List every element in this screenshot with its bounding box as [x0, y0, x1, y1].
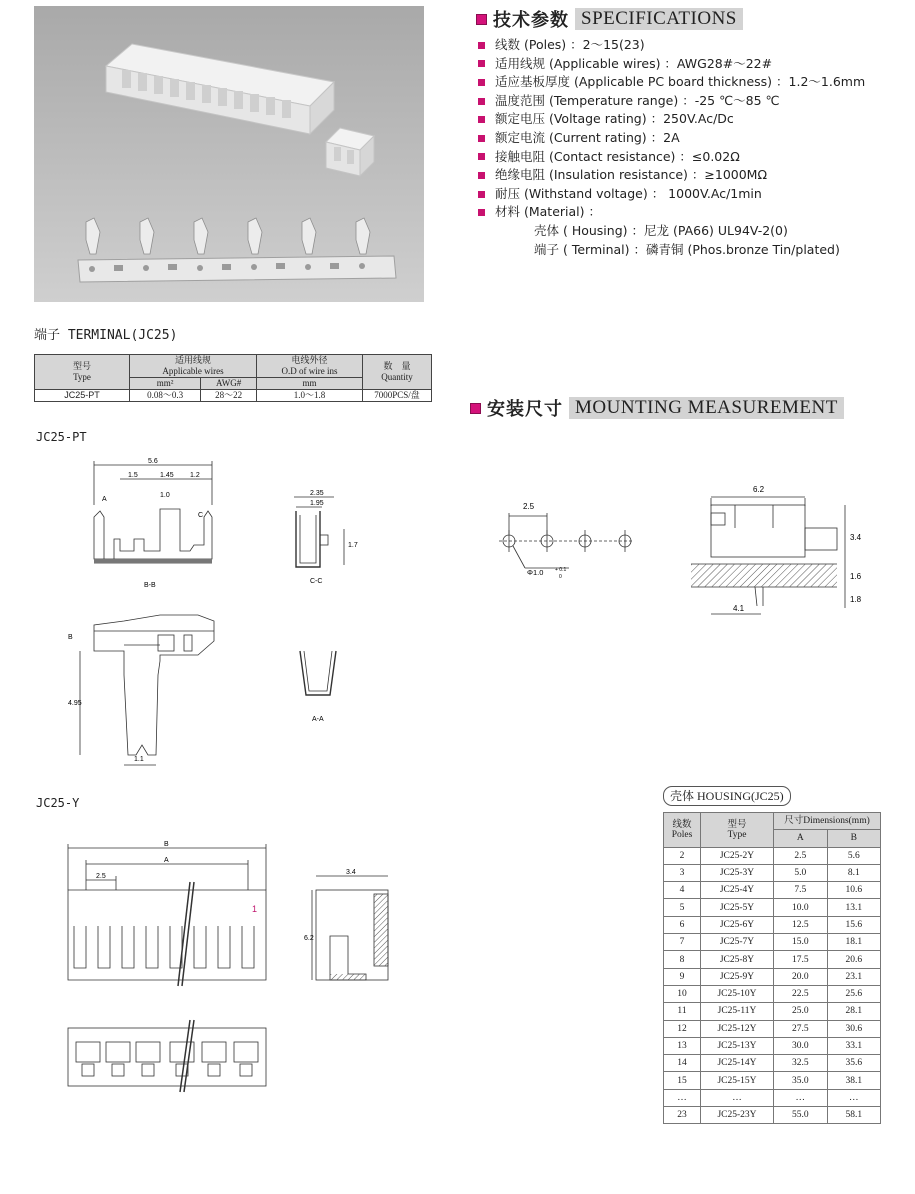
svg-text:A: A	[164, 857, 169, 864]
terminal-drawing	[64, 455, 364, 775]
table-row: 5 JC25-5Y 10.0 13.1	[664, 899, 881, 916]
table-row: 6 JC25-6Y 12.5 15.6	[664, 916, 881, 933]
terminal-caption: 端子 TERMINAL(JC25)	[34, 328, 178, 343]
svg-text:2.35: 2.35	[310, 490, 324, 497]
svg-text:4.1: 4.1	[733, 604, 745, 613]
bullet-icon	[478, 172, 485, 179]
mounting-drawing	[495, 478, 895, 628]
svg-text:2.5: 2.5	[523, 502, 535, 511]
svg-text:C-C: C-C	[310, 578, 323, 585]
svg-text:4.95: 4.95	[68, 700, 82, 707]
svg-text:C: C	[198, 512, 204, 519]
housing-caption: 壳体 HOUSING(JC25)	[663, 786, 791, 806]
svg-text:1.8: 1.8	[850, 595, 862, 604]
bullet-icon	[478, 116, 485, 123]
svg-text:6.2: 6.2	[304, 935, 314, 942]
bullet-icon	[478, 153, 485, 160]
spec-item: 接触电阻 (Contact resistance) ：≤0.02Ω	[478, 148, 865, 167]
spec-item: 线数 (Poles) ：2～15(23)	[478, 36, 865, 55]
svg-text:1: 1	[252, 904, 258, 914]
bullet-icon	[478, 79, 485, 86]
svg-text:1.2: 1.2	[190, 472, 200, 479]
svg-text:3.4: 3.4	[850, 533, 862, 542]
svg-text:1.7: 1.7	[348, 542, 358, 549]
housing-table: 线数 Poles 型号 Type 尺寸Dimensions(mm) A B 2 JC25-2Y 2.5 5.6 3 JC25-3Y 5.0 8.1 4 JC25-4Y 7.5 10.6 5 JC25-5Y 10.0 13.1 6 JC25-6Y 12.5 15.6 7 JC25-7Y 15.0 18.1 8 JC25-8Y 17.5 20.6 9 JC25-9Y 20.0 23.1 10 JC25-10Y 22.5 25.6 11 JC25-11Y 25.0 28.1 12 JC25-12Y 27.5 30.6 13 JC25-13Y 30.0 33.1 14 JC25-14Y 32.5 35.6 15 JC25-15Y 35.0 38.1 … … … … 23 JC25-23Y 55.0 58.1	[663, 812, 881, 1124]
table-row: 15 JC25-15Y 35.0 38.1	[664, 1072, 881, 1089]
mounting-title-en: MOUNTING MEASUREMENT	[569, 397, 844, 419]
svg-text:1.0: 1.0	[160, 492, 170, 499]
table-row: 13 JC25-13Y 30.0 33.1	[664, 1037, 881, 1054]
svg-text:1.6: 1.6	[850, 572, 862, 581]
svg-text:B-B: B-B	[144, 582, 156, 589]
svg-text:B: B	[68, 634, 73, 641]
bullet-icon	[478, 60, 485, 67]
product-photo	[34, 6, 424, 302]
spec-item: 耐压 (Withstand voltage) ： 1000V.Ac/1min	[478, 185, 865, 204]
table-row: 2 JC25-2Y 2.5 5.6	[664, 847, 881, 864]
specifications-list	[478, 36, 865, 259]
specifications-title-cn: 技术参数	[493, 10, 569, 31]
table-row: 12 JC25-12Y 27.5 30.6	[664, 1020, 881, 1037]
svg-text:A: A	[102, 496, 107, 503]
spec-material-housing: 壳体 ( Housing) ：尼龙 (PA66) UL94V-2(0)	[534, 222, 788, 238]
section-marker-icon	[476, 14, 487, 25]
table-row: 7 JC25-7Y 15.0 18.1	[664, 934, 881, 951]
svg-text:3.4: 3.4	[346, 869, 356, 876]
specifications-title-en: SPECIFICATIONS	[575, 8, 743, 30]
table-row: 23 JC25-23Y 55.0 58.1	[664, 1107, 881, 1124]
spec-item: 绝缘电阻 (Insulation resistance) ：≥1000MΩ	[478, 166, 865, 185]
specifications-heading	[476, 6, 743, 32]
table-row: 9 JC25-9Y 20.0 23.1	[664, 968, 881, 985]
bullet-icon	[478, 209, 485, 216]
table-row: 10 JC25-10Y 22.5 25.6	[664, 985, 881, 1002]
table-row: 3 JC25-3Y 5.0 8.1	[664, 864, 881, 881]
svg-text:2.5: 2.5	[96, 873, 106, 880]
svg-text:A-A: A-A	[312, 716, 324, 723]
table-row: 8 JC25-8Y 17.5 20.6	[664, 951, 881, 968]
spec-item: 材料 (Material) ：	[478, 203, 865, 222]
pt-drawing-label: JC25-PT	[36, 430, 87, 444]
svg-text:5.6: 5.6	[148, 458, 158, 465]
table-row: JC25-PT 0.08～0.3 28～22 1.0～1.8 7000PCS/盘	[35, 390, 432, 402]
bullet-icon	[478, 98, 485, 105]
spec-item: 适应基板厚度 (Applicable PC board thickness) ：1.2～1.6mm	[478, 73, 865, 92]
bullet-icon	[478, 135, 485, 142]
mounting-title-cn: 安装尺寸	[487, 399, 563, 420]
table-row: 4 JC25-4Y 7.5 10.6	[664, 882, 881, 899]
svg-text:1.5: 1.5	[128, 472, 138, 479]
mounting-heading	[470, 395, 844, 421]
bullet-icon	[478, 191, 485, 198]
y-drawing-label: JC25-Y	[36, 796, 80, 810]
bullet-icon	[478, 42, 485, 49]
svg-text:0: 0	[559, 574, 562, 580]
section-marker-icon	[470, 403, 481, 414]
table-row: … … … …	[664, 1089, 881, 1106]
svg-text:Φ1.0: Φ1.0	[527, 568, 544, 577]
spec-material-terminal: 端子 ( Terminal) ：磷青铜 (Phos.bronze Tin/plated)	[534, 241, 840, 257]
product-photo-illustration	[34, 6, 424, 302]
terminal-table: 型号 Type 适用线规 Applicable wires 电线外径 O.D of wire ins 数 量 Quantity mm² AWG# mm JC25-PT 0.08～0.3 28～22 1.0～1.8 7000PCS/盘	[34, 354, 432, 402]
table-row: 14 JC25-14Y 32.5 35.6	[664, 1055, 881, 1072]
svg-text:1.45: 1.45	[160, 472, 174, 479]
spec-item: 温度范围 (Temperature range) ：-25 ℃～85 ℃	[478, 92, 865, 111]
svg-text:B: B	[164, 841, 169, 848]
svg-text:1.1: 1.1	[134, 756, 144, 763]
spec-item: 额定电流 (Current rating) ：2A	[478, 129, 865, 148]
spec-item: 额定电压 (Voltage rating) ：250V.Ac/Dc	[478, 110, 865, 129]
svg-text:6.2: 6.2	[753, 485, 765, 494]
svg-text:+ 0.1: + 0.1	[555, 567, 567, 573]
spec-item: 适用线规 (Applicable wires) ：AWG28#～22#	[478, 55, 865, 74]
table-row: 11 JC25-11Y 25.0 28.1	[664, 1003, 881, 1020]
housing-drawing	[56, 836, 416, 1096]
svg-text:1.95: 1.95	[310, 500, 324, 507]
